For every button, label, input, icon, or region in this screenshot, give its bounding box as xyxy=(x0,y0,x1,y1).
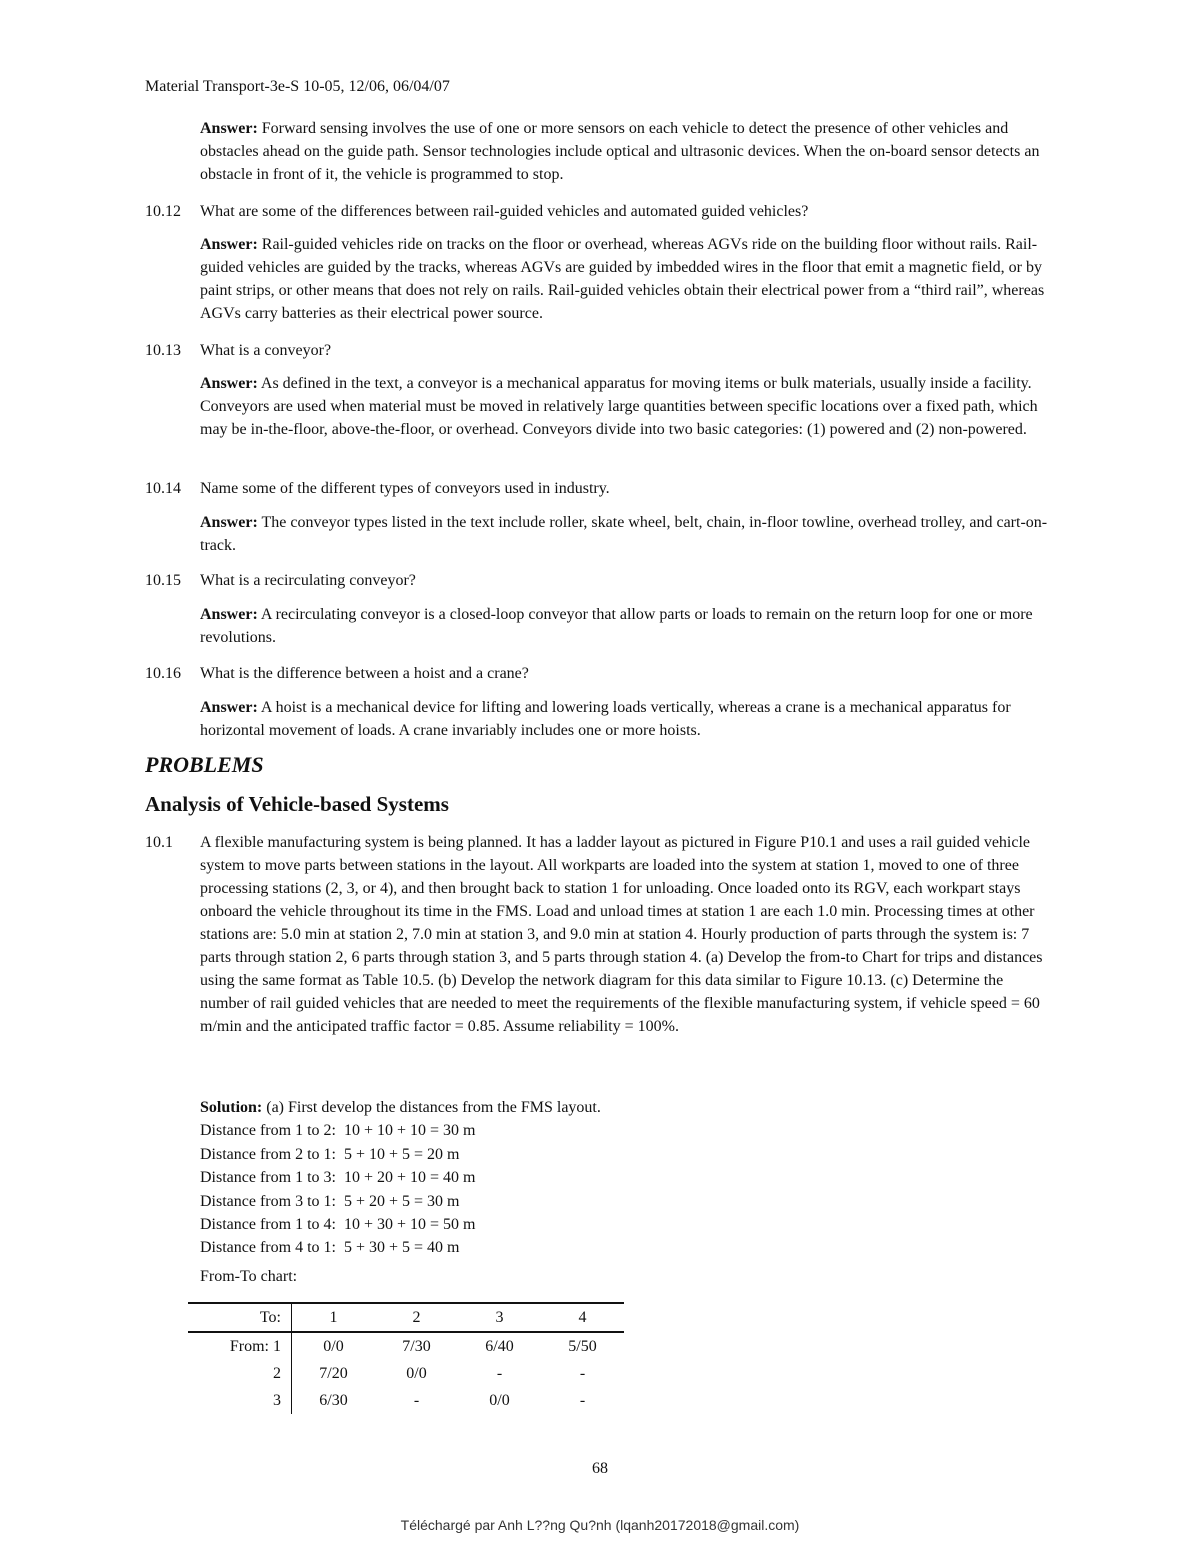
question-number: 10.16 xyxy=(145,665,181,682)
table-cell: 6/40 xyxy=(485,1337,514,1355)
problem-text: A flexible manufacturing system is being planned. It has a ladder layout as pictured in Figure P10.1 and uses a rail guided vehicle system to move parts between stations in the layout. All workparts are loaded into the system at station 1, moved to one of three processing stations (2, 3, or 4), and then brought back to station 1 for unloading. Once loaded onto its RGV, each workpart stays onboard the vehicle throughout its time in the FMS. Load and unload times at station 1 are each 1.0 min. Processing times at other stations are: 5.0 min at station 2, 7.0 min at station 3, and 9.0 min at station 4. Hourly production of parts through the system is: 7 parts through station 2, 6 parts through station 3, and 5 parts through station 4. (a) Develop the from-to Chart for trips and distances using the same format as Table 10.5. (b) Develop the network diagram for this data similar to Figure 10.13. (c) Determine the number of rail guided vehicles that are needed to meet the requirements of the flexible manufacturing system, if vehicle speed = 60 m/min and the anticipated traffic factor = 0.85. Assume reliability = 100%. xyxy=(200,834,1043,1035)
question-10-15 xyxy=(145,569,416,592)
answer-10-15 xyxy=(200,603,1056,649)
table-row xyxy=(188,1360,624,1387)
table-header-cell: 2 xyxy=(375,1303,458,1332)
table-cell: 0/0 xyxy=(406,1364,427,1382)
table-row-header: 2 xyxy=(188,1360,292,1387)
answer-label: Answer: xyxy=(200,514,258,531)
table-row-header: From: 1 xyxy=(188,1332,292,1360)
question-number: 10.13 xyxy=(145,342,181,359)
table-header-cell: 4 xyxy=(541,1303,624,1332)
solution-block xyxy=(200,1096,601,1260)
section-title: PROBLEMS xyxy=(145,752,264,777)
table-cell: 7/30 xyxy=(402,1337,431,1355)
question-10-13 xyxy=(145,339,331,362)
question-number: 10.14 xyxy=(145,480,181,497)
answer-10-12 xyxy=(200,233,1056,325)
answer-text: Rail-guided vehicles ride on tracks on the floor or overhead, whereas AGVs ride on the building floor without rails. Rail-guided vehicles are guided by the tracks, whereas AGVs are guided by imbedded wires in the floor that emit a magnetic field, or by paint strips, or other means that does not rely on rails. Rail-guided vehicles obtain their electrical power from a “third rail”, whereas AGVs carry batteries as their electrical power source. xyxy=(200,236,1045,322)
question-text: What are some of the differences between rail-guided vehicles and automated guided vehicles? xyxy=(200,203,809,220)
question-10-12 xyxy=(145,200,808,223)
distance-line: Distance from 1 to 2: 10 + 10 + 10 = 30 m xyxy=(200,1122,476,1140)
table-cell: 5/50 xyxy=(568,1337,597,1355)
table-cell: 0/0 xyxy=(323,1337,344,1355)
distance-line: Distance from 1 to 4: 10 + 30 + 10 = 50 m xyxy=(200,1216,476,1234)
answer-label: Answer: xyxy=(200,120,258,137)
table-header-cell: 1 xyxy=(292,1303,376,1332)
question-text: What is a conveyor? xyxy=(200,342,332,359)
table-cell: - xyxy=(579,1391,586,1409)
answer-label: Answer: xyxy=(200,699,258,716)
table-row xyxy=(188,1387,624,1414)
question-10-14 xyxy=(145,477,610,500)
table-cell: 0/0 xyxy=(489,1391,510,1409)
distance-line: Distance from 2 to 1: 5 + 10 + 5 = 20 m xyxy=(200,1145,460,1163)
table-cell: 7/20 xyxy=(319,1364,348,1382)
answer-label: Answer: xyxy=(200,236,258,253)
table-row xyxy=(188,1332,624,1360)
answer-10-11 xyxy=(200,117,1056,186)
problem-number: 10.1 xyxy=(145,834,173,851)
answer-text: A hoist is a mechanical device for lifting and lowering loads vertically, whereas a crane is a mechanical apparatus for horizontal movement of loads. A crane invariably includes one or more hoists. xyxy=(200,699,1011,739)
solution-intro: Solution: (a) First develop the distances from the FMS layout. xyxy=(200,1099,601,1116)
answer-10-13 xyxy=(200,372,1056,441)
answer-text: A recirculating conveyor is a closed-loop conveyor that allow parts or loads to remain on the return loop for one or more revolutions. xyxy=(200,606,1033,646)
distance-line: Distance from 1 to 3: 10 + 20 + 10 = 40 m xyxy=(200,1169,476,1187)
table-cell: - xyxy=(413,1391,420,1409)
answer-10-14 xyxy=(200,511,1056,557)
question-text: What is a recirculating conveyor? xyxy=(200,572,416,589)
subsection-title: Analysis of Vehicle-based Systems xyxy=(145,792,449,816)
download-footer: Téléchargé par Anh L??ng Qu?nh (lqanh20172018@gmail.com) xyxy=(400,1517,800,1533)
table-cell: 6/30 xyxy=(319,1391,348,1409)
answer-text: As defined in the text, a conveyor is a mechanical apparatus for moving items or bulk materials, usually inside a facility. Conveyors are used when material must be moved in relatively large quantities between specific locations over a fixed path, which may be in-the-floor, above-the-floor, or overhead. Conveyors divide into two basic categories: (1) powered and (2) non-powered. xyxy=(200,375,1038,438)
table-header-cell: To: xyxy=(188,1303,292,1332)
from-to-table xyxy=(188,1302,624,1414)
distance-line: Distance from 3 to 1: 5 + 20 + 5 = 30 m xyxy=(200,1192,460,1210)
question-text: What is the difference between a hoist and a crane? xyxy=(200,665,529,682)
table-cell: - xyxy=(579,1364,586,1382)
page-number: 68 xyxy=(592,1460,608,1477)
answer-10-16 xyxy=(200,696,1056,742)
problem-10-1 xyxy=(145,831,1056,1038)
answer-text: The conveyor types listed in the text include roller, skate wheel, belt, chain, in-floor towline, overhead trolley, and cart-on-track. xyxy=(200,514,1048,554)
table-row-header: 3 xyxy=(188,1387,292,1414)
running-header: Material Transport-3e-S 10-05, 12/06, 06/04/07 xyxy=(145,78,450,95)
distance-line: Distance from 4 to 1: 5 + 30 + 5 = 40 m xyxy=(200,1239,460,1257)
table-cell: - xyxy=(496,1364,503,1382)
solution-label: Solution: xyxy=(200,1099,263,1116)
table-header-row xyxy=(188,1303,624,1332)
question-10-16 xyxy=(145,662,529,685)
table-header-cell: 3 xyxy=(458,1303,541,1332)
question-text: Name some of the different types of conveyors used in industry. xyxy=(200,480,610,497)
answer-label: Answer: xyxy=(200,375,258,392)
question-number: 10.15 xyxy=(145,572,181,589)
from-to-label: From-To chart: xyxy=(200,1268,298,1285)
question-number: 10.12 xyxy=(145,203,181,220)
answer-label: Answer: xyxy=(200,606,258,623)
answer-text: Forward sensing involves the use of one or more sensors on each vehicle to detect the presence of other vehicles and obstacles ahead on the guide path. Sensor technologies include optical and ultrasonic devices. When the on-board sensor detects an obstacle in front of it, the vehicle is programmed to stop. xyxy=(200,120,1040,183)
